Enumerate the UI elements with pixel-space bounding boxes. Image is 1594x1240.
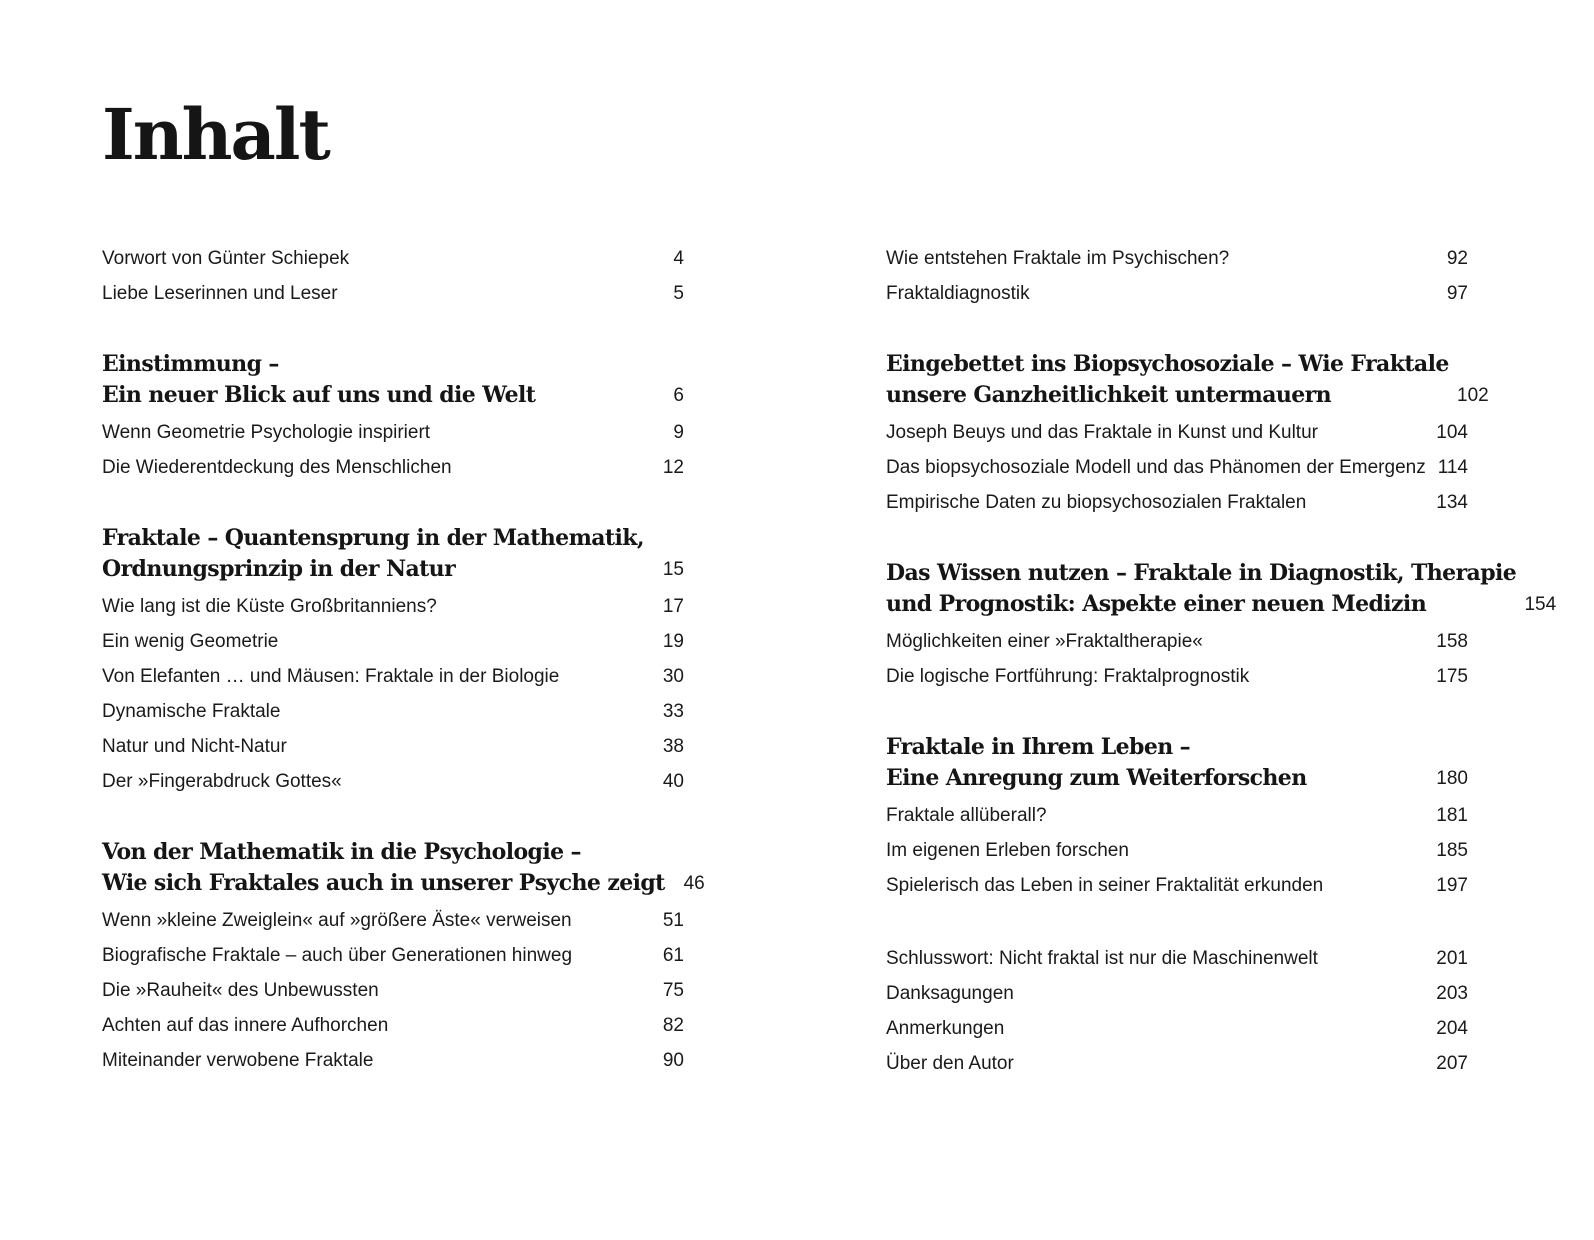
toc-entry-page: 90 — [662, 1050, 684, 1071]
chapter-heading-line: Fraktale – Quantensprung in der Mathematik, — [102, 525, 644, 551]
toc-chapter — [102, 349, 684, 485]
toc-entry-page: 203 — [1436, 983, 1468, 1004]
toc-entry[interactable] — [102, 659, 684, 694]
toc-entry[interactable] — [886, 450, 1468, 485]
toc-entry[interactable] — [102, 589, 684, 624]
toc-entry-page: 9 — [673, 422, 684, 443]
toc-entry[interactable] — [102, 241, 684, 276]
chapter-heading[interactable] — [886, 732, 1468, 794]
toc-chapter — [886, 349, 1489, 520]
toc-entry-label: Wenn »kleine Zweiglein« auf »größere Äste« verweisen — [102, 910, 572, 931]
toc-entry[interactable] — [102, 729, 684, 764]
toc-entry[interactable] — [102, 903, 684, 938]
chapter-heading-line: und Prognostik: Aspekte einer neuen Medizin — [886, 591, 1427, 617]
chapter-heading-line: Einstimmung – — [102, 351, 279, 377]
toc-chapter — [102, 523, 684, 799]
chapter-heading-line: Von der Mathematik in die Psychologie – — [102, 839, 581, 865]
chapter-heading-line: Das Wissen nutzen – Fraktale in Diagnostik, Therapie — [886, 560, 1517, 586]
toc-chapter — [102, 837, 705, 1078]
toc-entry-page: 201 — [1436, 948, 1468, 969]
toc-entry-page: 30 — [662, 666, 684, 687]
toc-entry-page: 51 — [662, 910, 684, 931]
chapter-page: 180 — [1436, 768, 1468, 789]
toc-entry-page: 158 — [1436, 631, 1468, 652]
chapter-heading-line: Eine Anregung zum Weiterforschen — [886, 765, 1307, 791]
toc-entry-label: Joseph Beuys und das Fraktale in Kunst und Kultur — [886, 422, 1318, 443]
toc-right-column — [886, 241, 1557, 1119]
toc-entry[interactable] — [886, 1046, 1468, 1081]
toc-entry-label: Danksagungen — [886, 983, 1014, 1004]
toc-entry[interactable] — [102, 973, 684, 1008]
toc-entry-label: Anmerkungen — [886, 1018, 1005, 1039]
toc-entry[interactable] — [102, 938, 684, 973]
toc-entry-label: Über den Autor — [886, 1053, 1014, 1074]
toc-entry-label: Das biopsychosoziale Modell und das Phänomen der Emergenz — [886, 457, 1426, 478]
chapter-page: 6 — [673, 385, 684, 406]
toc-entry[interactable] — [102, 415, 684, 450]
toc-entry[interactable] — [102, 450, 684, 485]
toc-entry-page: 4 — [673, 248, 684, 269]
toc-entry[interactable] — [886, 976, 1468, 1011]
toc-entry-label: Natur und Nicht-Natur — [102, 736, 287, 757]
toc-entry[interactable] — [102, 624, 684, 659]
toc-entry[interactable] — [886, 415, 1468, 450]
toc-entry[interactable] — [102, 694, 684, 729]
page-title: Inhalt — [102, 93, 329, 176]
toc-chapter — [886, 732, 1468, 903]
toc-entry-page: 75 — [662, 980, 684, 1001]
chapter-heading[interactable] — [102, 837, 705, 899]
toc-entry-label: Im eigenen Erleben forschen — [886, 840, 1129, 861]
toc-entry-label: Spielerisch das Leben in seiner Fraktalität erkunden — [886, 875, 1324, 896]
chapter-page: 46 — [683, 873, 705, 894]
toc-entry-label: Miteinander verwobene Fraktale — [102, 1050, 374, 1071]
toc-entry-label: Dynamische Fraktale — [102, 701, 281, 722]
toc-chapter — [886, 558, 1557, 694]
toc-entry-label: Die Wiederentdeckung des Menschlichen — [102, 457, 452, 478]
toc-entry[interactable] — [886, 276, 1468, 311]
toc-entry[interactable] — [102, 1043, 684, 1078]
toc-outro — [886, 941, 1468, 1081]
toc-entry-label: Fraktale allüberall? — [886, 805, 1047, 826]
toc-entry-page: 40 — [662, 771, 684, 792]
toc-entry[interactable] — [886, 659, 1468, 694]
toc-entry-label: Schlusswort: Nicht fraktal ist nur die Maschinenwelt — [886, 948, 1318, 969]
toc-entry-page: 134 — [1436, 492, 1468, 513]
toc-entry-page: 92 — [1446, 248, 1468, 269]
toc-entry[interactable] — [886, 798, 1468, 833]
toc-left-column — [102, 241, 705, 1116]
toc-entry-page: 175 — [1436, 666, 1468, 687]
toc-entry-page: 104 — [1436, 422, 1468, 443]
toc-intro — [886, 241, 1468, 311]
toc-entry-page: 185 — [1436, 840, 1468, 861]
toc-entry[interactable] — [886, 485, 1468, 520]
toc-entry[interactable] — [886, 941, 1468, 976]
toc-entry-page: 207 — [1436, 1053, 1468, 1074]
chapter-page: 154 — [1524, 594, 1557, 615]
toc-entry[interactable] — [886, 1011, 1468, 1046]
toc-entry-page: 97 — [1446, 283, 1468, 304]
toc-entry-page: 181 — [1436, 805, 1468, 826]
toc-entry-label: Liebe Leserinnen und Leser — [102, 283, 338, 304]
toc-entry[interactable] — [886, 833, 1468, 868]
toc-entry-page: 17 — [662, 596, 684, 617]
toc-entry[interactable] — [102, 764, 684, 799]
toc-entry-label: Der »Fingerabdruck Gottes« — [102, 771, 342, 792]
toc-entry-label: Wie entstehen Fraktale im Psychischen? — [886, 248, 1230, 269]
toc-entry[interactable] — [886, 241, 1468, 276]
toc-intro — [102, 241, 684, 311]
chapter-heading[interactable] — [102, 523, 684, 585]
toc-entry-page: 82 — [662, 1015, 684, 1036]
toc-entry-page: 204 — [1436, 1018, 1468, 1039]
toc-entry-page: 12 — [662, 457, 684, 478]
chapter-heading[interactable] — [886, 349, 1489, 411]
toc-entry-label: Die logische Fortführung: Fraktalprognostik — [886, 666, 1250, 687]
toc-entry-page: 197 — [1436, 875, 1468, 896]
toc-entry-label: Wenn Geometrie Psychologie inspiriert — [102, 422, 431, 443]
toc-entry[interactable] — [886, 624, 1468, 659]
toc-entry-label: Möglichkeiten einer »Fraktaltherapie« — [886, 631, 1203, 652]
toc-entry-label: Von Elefanten … und Mäusen: Fraktale in der Biologie — [102, 666, 560, 687]
chapter-heading-line: Fraktale in Ihrem Leben – — [886, 734, 1191, 760]
chapter-page: 102 — [1457, 385, 1489, 406]
toc-entry-label: Fraktaldiagnostik — [886, 283, 1030, 304]
chapter-heading-line: Wie sich Fraktales auch in unserer Psyche zeigt — [102, 870, 665, 896]
chapter-page: 15 — [662, 559, 684, 580]
toc-entry[interactable] — [102, 276, 684, 311]
chapter-heading-line: Eingebettet ins Biopsychosoziale – Wie Fraktale — [886, 351, 1449, 377]
chapter-heading-line: Ordnungsprinzip in der Natur — [102, 556, 456, 582]
toc-entry[interactable] — [886, 868, 1468, 903]
chapter-heading[interactable] — [102, 349, 684, 411]
toc-entry-label: Die »Rauheit« des Unbewussten — [102, 980, 379, 1001]
toc-entry-page: 61 — [662, 945, 684, 966]
toc-entry-page: 33 — [662, 701, 684, 722]
toc-entry-page: 19 — [662, 631, 684, 652]
toc-entry-label: Biografische Fraktale – auch über Generationen hinweg — [102, 945, 573, 966]
chapter-heading-line: Ein neuer Blick auf uns und die Welt — [102, 382, 536, 408]
toc-entry-page: 5 — [673, 283, 684, 304]
toc-entry[interactable] — [102, 1008, 684, 1043]
toc-entry-page: 38 — [662, 736, 684, 757]
toc-entry-label: Wie lang ist die Küste Großbritanniens? — [102, 596, 437, 617]
toc-entry-label: Ein wenig Geometrie — [102, 631, 279, 652]
chapter-heading[interactable] — [886, 558, 1557, 620]
toc-entry-label: Empirische Daten zu biopsychosozialen Fraktalen — [886, 492, 1307, 513]
toc-entry-label: Achten auf das innere Aufhorchen — [102, 1015, 389, 1036]
toc-entry-label: Vorwort von Günter Schiepek — [102, 248, 350, 269]
toc-entry-page: 114 — [1437, 457, 1468, 478]
chapter-heading-line: unsere Ganzheitlichkeit untermauern — [886, 382, 1332, 408]
